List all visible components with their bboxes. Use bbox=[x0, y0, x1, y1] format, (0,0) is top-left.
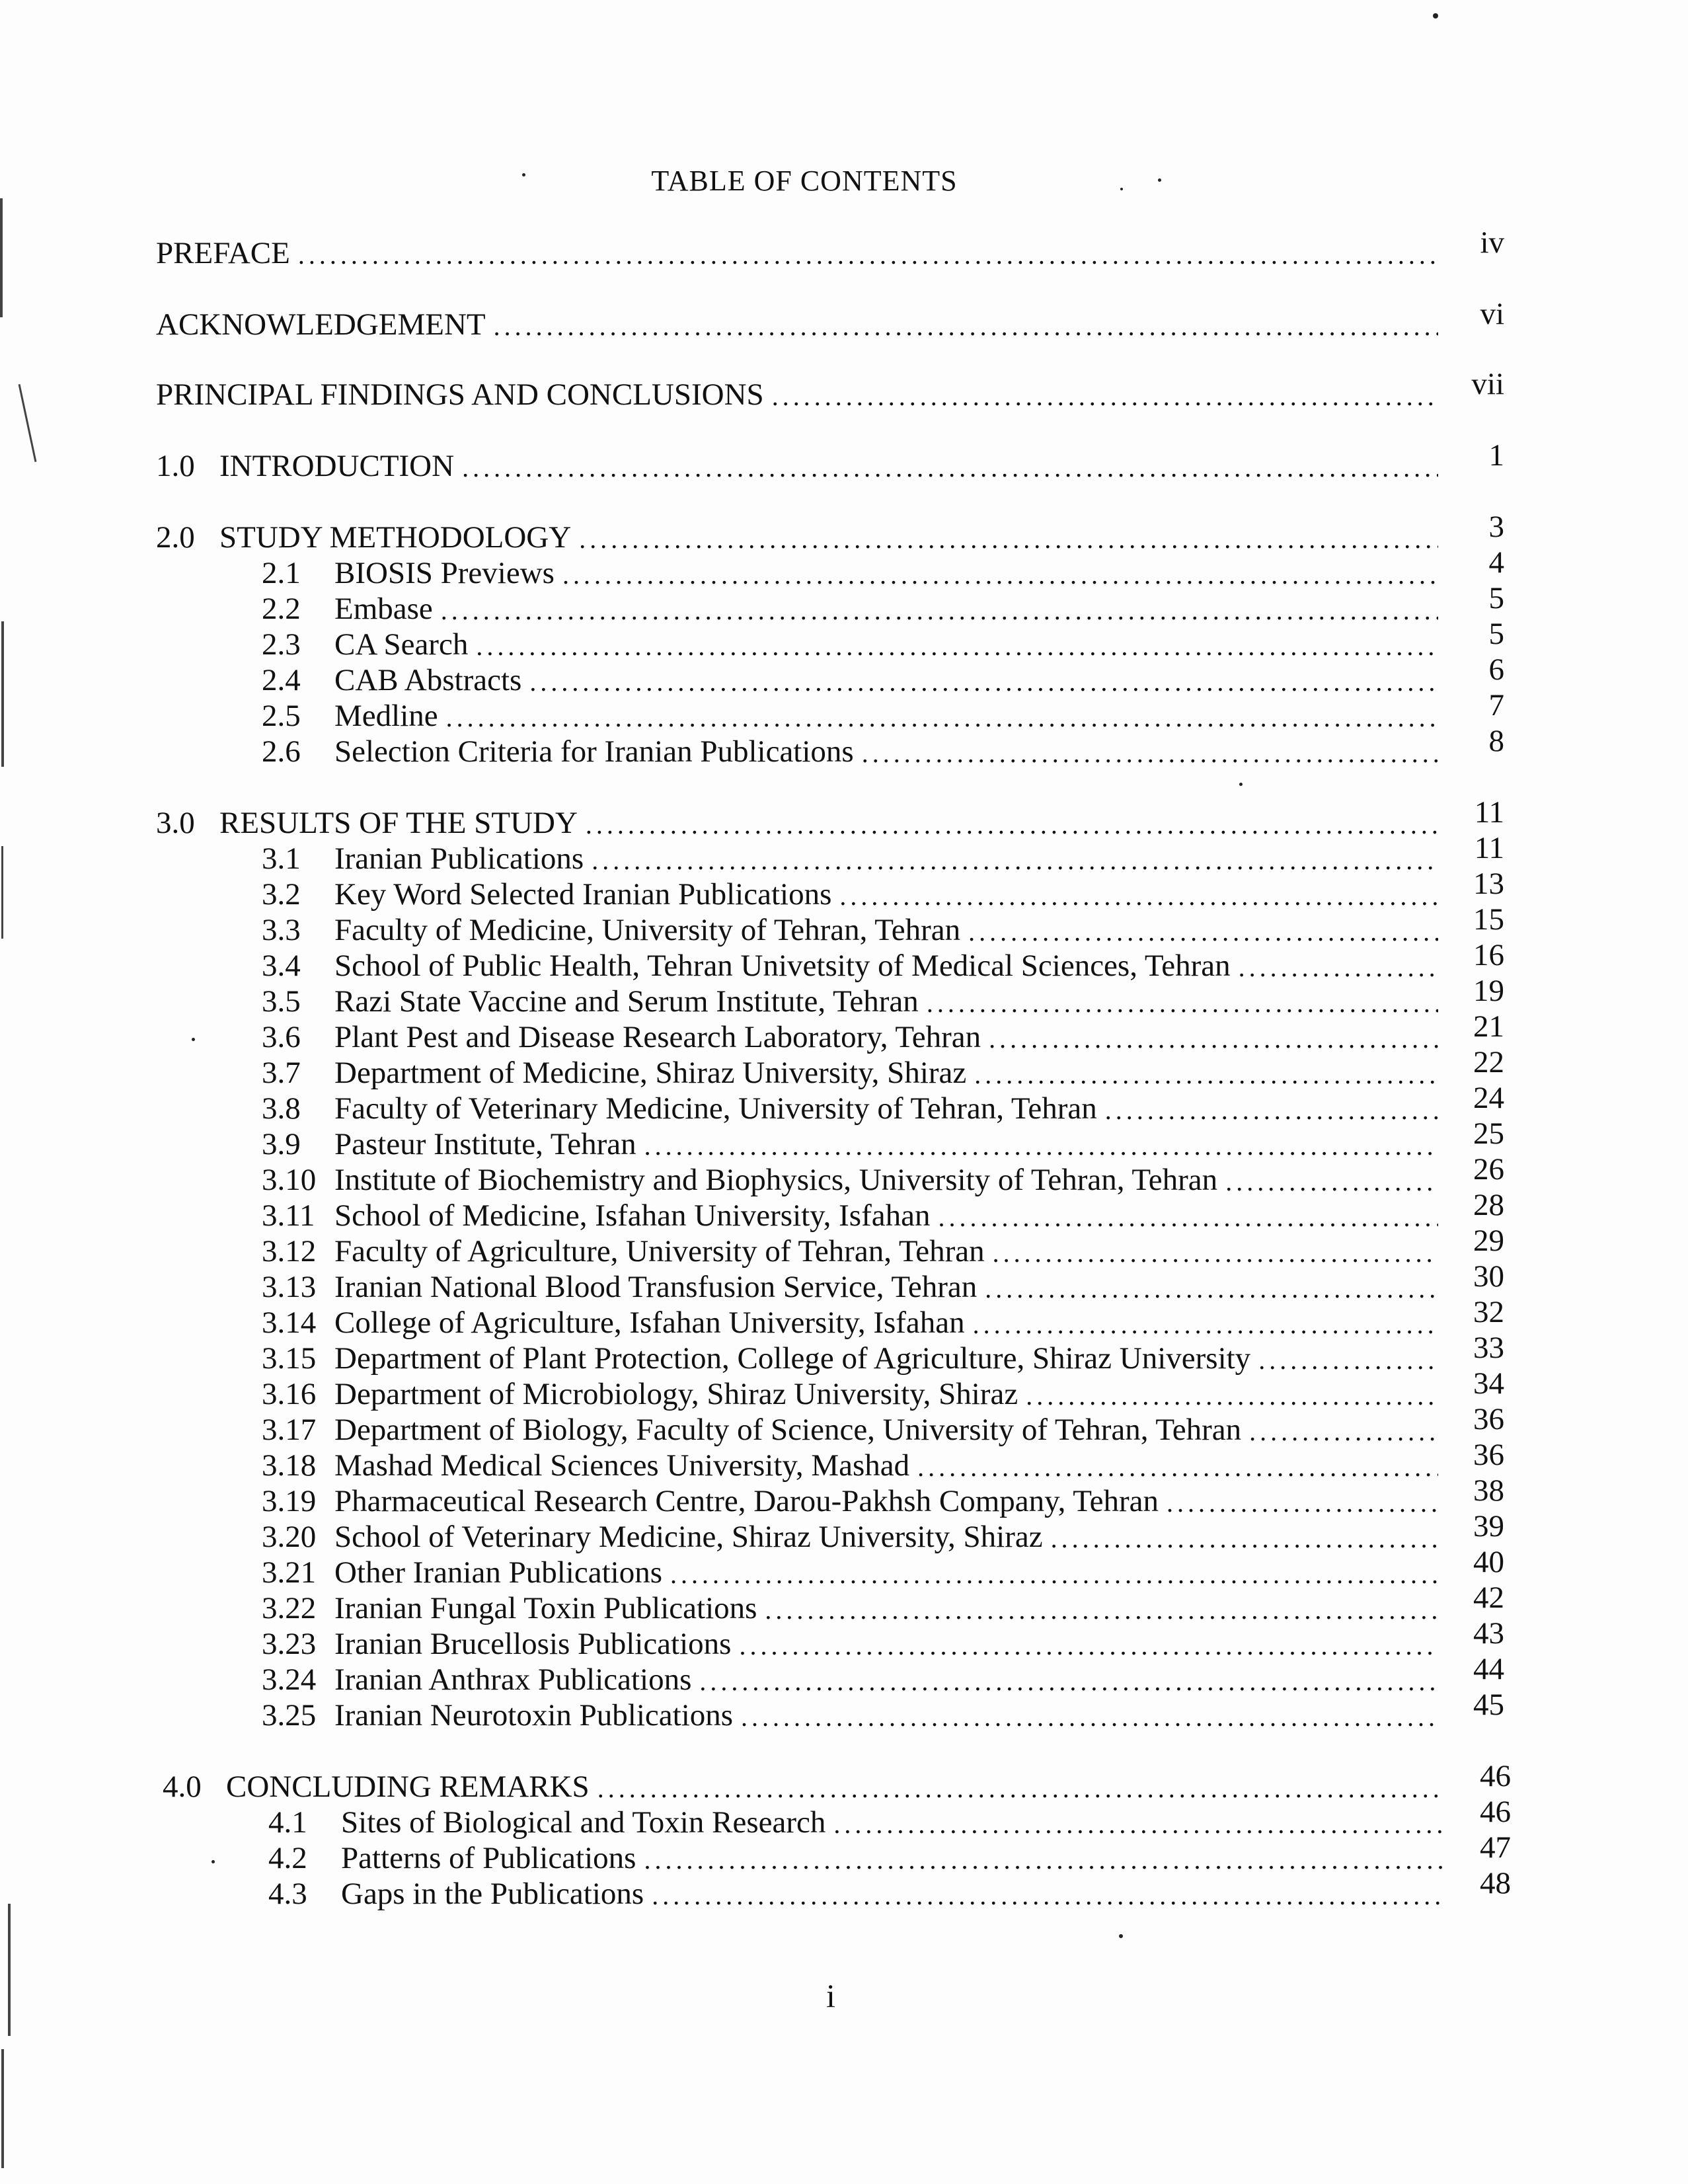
entry-title: Patterns of Publications bbox=[341, 1841, 636, 1875]
entry-number: 4.2 bbox=[268, 1841, 307, 1875]
toc-entry-4-1[interactable] bbox=[268, 1795, 1511, 1840]
entry-page-number: 16 bbox=[1473, 938, 1504, 972]
toc-entry-study-methodology[interactable] bbox=[156, 510, 1504, 555]
entry-title: Pharmaceutical Research Centre, Darou-Pakhsh Company, Tehran bbox=[334, 1484, 1159, 1518]
entry-page-number: 1 bbox=[1488, 438, 1504, 473]
entry-page-number: 7 bbox=[1488, 688, 1504, 722]
entry-title: PREFACE bbox=[156, 236, 290, 270]
entry-page-number: 48 bbox=[1480, 1866, 1511, 1900]
dot-leader bbox=[1026, 1380, 1438, 1412]
entry-number: 3.18 bbox=[262, 1448, 317, 1483]
toc-entry-3-8[interactable] bbox=[262, 1081, 1504, 1126]
entry-number: 3.13 bbox=[262, 1270, 317, 1304]
toc-entry-2-2[interactable] bbox=[262, 581, 1504, 627]
entry-page-number: 44 bbox=[1473, 1652, 1504, 1686]
entry-title: Iranian Anthrax Publications bbox=[334, 1662, 692, 1697]
toc-entry-2-1[interactable] bbox=[262, 545, 1504, 591]
entry-page-number: 36 bbox=[1473, 1402, 1504, 1436]
entry-page-number: 22 bbox=[1473, 1045, 1504, 1079]
entry-number: 3.5 bbox=[262, 984, 301, 1019]
dot-leader bbox=[644, 1844, 1445, 1876]
dot-leader bbox=[586, 809, 1438, 841]
entry-number: 2.3 bbox=[262, 627, 301, 662]
dot-leader bbox=[1239, 952, 1438, 984]
entry-number: 3.12 bbox=[262, 1234, 317, 1268]
toc-entry-3-10[interactable] bbox=[262, 1152, 1504, 1198]
entry-title: Embase bbox=[334, 592, 433, 626]
toc-entry-4-3[interactable] bbox=[268, 1866, 1511, 1912]
entry-title: Plant Pest and Disease Research Laboratory, Tehran bbox=[334, 1020, 981, 1054]
scan-speck bbox=[1239, 783, 1243, 786]
entry-number: 2.1 bbox=[262, 556, 301, 590]
dot-leader bbox=[670, 1559, 1438, 1590]
entry-title: School of Veterinary Medicine, Shiraz University, Shiraz bbox=[334, 1520, 1043, 1554]
dot-leader bbox=[1105, 1095, 1438, 1126]
entry-page-number: 29 bbox=[1473, 1224, 1504, 1258]
entry-page-number: 13 bbox=[1473, 867, 1504, 901]
entry-title: CONCLUDING REMARKS bbox=[226, 1770, 590, 1804]
dot-leader bbox=[1051, 1523, 1438, 1555]
toc-entry-3-12[interactable] bbox=[262, 1224, 1504, 1269]
dot-leader bbox=[562, 559, 1438, 591]
toc-entry-2-5[interactable] bbox=[262, 688, 1504, 734]
scan-edge-mark bbox=[1, 2049, 4, 2168]
entry-number: 3.6 bbox=[262, 1020, 301, 1054]
entry-page-number: 46 bbox=[1480, 1795, 1511, 1829]
toc-entry-3-24[interactable] bbox=[262, 1652, 1504, 1697]
entry-number: 3.11 bbox=[262, 1198, 315, 1233]
toc-entry-results[interactable] bbox=[156, 795, 1504, 841]
entry-page-number: 30 bbox=[1473, 1259, 1504, 1294]
toc-entry-3-15[interactable] bbox=[262, 1331, 1504, 1376]
toc-entry-introduction[interactable] bbox=[156, 438, 1504, 484]
toc-entry-3-4[interactable] bbox=[262, 938, 1504, 984]
entry-title: Department of Plant Protection, College of Agriculture, Shiraz University bbox=[334, 1341, 1251, 1376]
entry-number: 3.21 bbox=[262, 1555, 317, 1590]
toc-entry-concluding-remarks[interactable] bbox=[163, 1759, 1511, 1805]
entry-page-number: 47 bbox=[1480, 1830, 1511, 1865]
toc-entry-3-7[interactable] bbox=[262, 1045, 1504, 1091]
entry-number: 3.9 bbox=[262, 1127, 301, 1161]
entry-title: PRINCIPAL FINDINGS AND CONCLUSIONS bbox=[156, 377, 764, 412]
entry-number: 1.0 bbox=[156, 449, 195, 483]
entry-title: Institute of Biochemistry and Biophysics, University of Tehran, Tehran bbox=[334, 1163, 1218, 1197]
entry-page-number: 5 bbox=[1488, 581, 1504, 615]
scan-edge-mark bbox=[19, 384, 37, 462]
entry-title: Department of Microbiology, Shiraz University, Shiraz bbox=[334, 1377, 1018, 1411]
dot-leader bbox=[739, 1630, 1438, 1662]
entry-title: Other Iranian Publications bbox=[334, 1555, 662, 1590]
dot-leader bbox=[917, 1452, 1438, 1483]
entry-title: CAB Abstracts bbox=[334, 663, 522, 697]
dot-leader bbox=[441, 595, 1438, 627]
dot-leader bbox=[529, 666, 1438, 698]
entry-page-number: 4 bbox=[1488, 545, 1504, 580]
entry-number: 3.24 bbox=[262, 1662, 317, 1697]
entry-page-number: 26 bbox=[1473, 1152, 1504, 1187]
scan-speck bbox=[522, 173, 525, 176]
entry-title: Pasteur Institute, Tehran bbox=[334, 1127, 636, 1161]
dot-leader bbox=[462, 452, 1438, 484]
entry-title: Iranian Neurotoxin Publications bbox=[334, 1698, 734, 1733]
entry-number: 3.2 bbox=[262, 877, 301, 912]
entry-page-number: 25 bbox=[1473, 1116, 1504, 1151]
entry-title: Selection Criteria for Iranian Publications bbox=[334, 734, 854, 769]
dot-leader bbox=[973, 1309, 1438, 1341]
entry-page-number: 38 bbox=[1473, 1473, 1504, 1508]
page-number-footer: i bbox=[826, 1977, 835, 2014]
toc-entry-3-14[interactable] bbox=[262, 1295, 1504, 1341]
dot-leader bbox=[772, 381, 1438, 412]
entry-title: ACKNOWLEDGEMENT bbox=[156, 307, 486, 342]
dot-leader bbox=[579, 524, 1438, 555]
dot-leader bbox=[298, 239, 1438, 271]
entry-title: CA Search bbox=[334, 627, 469, 662]
toc-entry-3-3[interactable] bbox=[262, 902, 1504, 948]
entry-page-number: 11 bbox=[1474, 831, 1504, 865]
entry-title: Department of Biology, Faculty of Science, University of Tehran, Tehran bbox=[334, 1413, 1242, 1447]
dot-leader bbox=[652, 1880, 1445, 1912]
entry-title: Iranian Publications bbox=[334, 841, 584, 876]
entry-number: 3.17 bbox=[262, 1413, 317, 1447]
scan-edge-mark bbox=[1, 621, 4, 767]
dot-leader bbox=[1258, 1345, 1438, 1376]
entry-title: Gaps in the Publications bbox=[341, 1877, 644, 1911]
dot-leader bbox=[993, 1237, 1438, 1269]
toc-entry-2-3[interactable] bbox=[262, 617, 1504, 662]
entry-number: 3.4 bbox=[262, 949, 301, 983]
entry-title: Faculty of Veterinary Medicine, University of Tehran, Tehran bbox=[334, 1091, 1097, 1126]
dot-leader bbox=[862, 738, 1438, 769]
entry-number: 3.23 bbox=[262, 1627, 317, 1661]
entry-title: Iranian Brucellosis Publications bbox=[334, 1627, 732, 1661]
entry-page-number: 43 bbox=[1473, 1616, 1504, 1651]
entry-number: 4.3 bbox=[268, 1877, 307, 1911]
toc-entry-preface[interactable] bbox=[156, 225, 1504, 271]
dot-leader bbox=[741, 1701, 1438, 1733]
toc-entry-3-21[interactable] bbox=[262, 1545, 1504, 1590]
dot-leader bbox=[833, 1809, 1445, 1840]
entry-page-number: 33 bbox=[1473, 1331, 1504, 1365]
scan-edge-mark bbox=[1, 846, 3, 939]
entry-title: Faculty of Medicine, University of Tehran, Tehran bbox=[334, 913, 961, 947]
toc-entry-principal-findings[interactable] bbox=[156, 367, 1504, 412]
entry-page-number: 11 bbox=[1474, 795, 1504, 830]
entry-number: 2.2 bbox=[262, 592, 301, 626]
dot-leader bbox=[839, 880, 1438, 912]
entry-number: 3.25 bbox=[262, 1698, 317, 1733]
entry-title: Mashad Medical Sciences University, Mashad bbox=[334, 1448, 910, 1483]
entry-page-number: 39 bbox=[1473, 1509, 1504, 1543]
toc-entry-acknowledgement[interactable] bbox=[156, 297, 1504, 342]
entry-page-number: 8 bbox=[1488, 724, 1504, 758]
toc-entry-3-5[interactable] bbox=[262, 974, 1504, 1019]
entry-title: Sites of Biological and Toxin Research bbox=[341, 1805, 826, 1840]
entry-page-number: 21 bbox=[1473, 1009, 1504, 1044]
entry-page-number: 36 bbox=[1473, 1438, 1504, 1472]
entry-page-number: 42 bbox=[1473, 1580, 1504, 1615]
entry-page-number: 45 bbox=[1473, 1688, 1504, 1722]
dot-leader bbox=[494, 311, 1438, 342]
entry-page-number: 15 bbox=[1473, 902, 1504, 937]
dot-leader bbox=[1249, 1416, 1438, 1448]
toc-entry-3-9[interactable] bbox=[262, 1116, 1504, 1162]
toc-entry-3-22[interactable] bbox=[262, 1580, 1504, 1626]
toc-entry-3-20[interactable] bbox=[262, 1509, 1504, 1555]
entry-title: STUDY METHODOLOGY bbox=[219, 520, 572, 555]
toc-entry-3-1[interactable] bbox=[262, 831, 1504, 877]
scan-speck bbox=[1119, 1934, 1123, 1938]
entry-number: 2.4 bbox=[262, 663, 301, 697]
entry-title: School of Public Health, Tehran Univetsity of Medical Sciences, Tehran bbox=[334, 949, 1231, 983]
entry-page-number: 28 bbox=[1473, 1188, 1504, 1222]
entry-page-number: 19 bbox=[1473, 974, 1504, 1008]
entry-page-number: vii bbox=[1471, 367, 1504, 401]
entry-number: 2.0 bbox=[156, 520, 195, 555]
entry-title: Key Word Selected Iranian Publications bbox=[334, 877, 832, 912]
toc-entry-3-6[interactable] bbox=[262, 1009, 1504, 1055]
toc-entry-3-13[interactable] bbox=[262, 1259, 1504, 1305]
entry-number: 4.0 bbox=[163, 1770, 202, 1804]
entry-number: 3.8 bbox=[262, 1091, 301, 1126]
entry-page-number: vi bbox=[1480, 297, 1504, 331]
dot-leader bbox=[938, 1202, 1438, 1233]
entry-number: 3.14 bbox=[262, 1306, 317, 1340]
scan-speck bbox=[211, 1860, 215, 1863]
toc-entry-3-16[interactable] bbox=[262, 1366, 1504, 1412]
entry-page-number: iv bbox=[1480, 225, 1504, 260]
toc-entry-3-23[interactable] bbox=[262, 1616, 1504, 1662]
dot-leader bbox=[1225, 1166, 1438, 1198]
toc-entry-2-4[interactable] bbox=[262, 652, 1504, 698]
entry-number: 3.22 bbox=[262, 1591, 317, 1625]
entry-page-number: 34 bbox=[1473, 1366, 1504, 1401]
toc-entry-3-2[interactable] bbox=[262, 867, 1504, 912]
entry-number: 4.1 bbox=[268, 1805, 307, 1840]
toc-entry-3-18[interactable] bbox=[262, 1438, 1504, 1483]
dot-leader bbox=[446, 702, 1438, 734]
dot-leader bbox=[927, 988, 1438, 1019]
page-title: TABLE OF CONTENTS bbox=[651, 165, 958, 197]
entry-page-number: 24 bbox=[1473, 1081, 1504, 1115]
entry-title: Iranian Fungal Toxin Publications bbox=[334, 1591, 757, 1625]
entry-number: 3.3 bbox=[262, 913, 301, 947]
entry-number: 2.6 bbox=[262, 734, 301, 769]
dot-leader bbox=[1167, 1487, 1438, 1519]
entry-number: 2.5 bbox=[262, 699, 301, 733]
entry-title: Medline bbox=[334, 699, 438, 733]
entry-title: Razi State Vaccine and Serum Institute, Tehran bbox=[334, 984, 919, 1019]
scan-edge-mark bbox=[0, 198, 3, 317]
entry-page-number: 46 bbox=[1480, 1759, 1511, 1793]
dot-leader bbox=[592, 845, 1438, 877]
dot-leader bbox=[765, 1594, 1438, 1626]
scan-speck bbox=[1120, 188, 1123, 190]
entry-page-number: 6 bbox=[1488, 652, 1504, 687]
entry-title: Department of Medicine, Shiraz University, Shiraz bbox=[334, 1056, 967, 1090]
entry-number: 3.20 bbox=[262, 1520, 317, 1554]
scan-edge-mark bbox=[8, 1904, 11, 2036]
entry-title: INTRODUCTION bbox=[219, 449, 455, 483]
entry-title: School of Medicine, Isfahan University, Isfahan bbox=[334, 1198, 931, 1233]
scan-speck bbox=[1158, 178, 1161, 182]
entry-number: 3.15 bbox=[262, 1341, 317, 1376]
entry-number: 3.0 bbox=[156, 806, 195, 840]
dot-leader bbox=[985, 1273, 1438, 1305]
entry-page-number: 3 bbox=[1488, 510, 1504, 544]
dot-leader bbox=[968, 916, 1438, 948]
entry-page-number: 32 bbox=[1473, 1295, 1504, 1329]
entry-number: 3.7 bbox=[262, 1056, 301, 1090]
entry-title: RESULTS OF THE STUDY bbox=[219, 806, 578, 840]
entry-title: Faculty of Agriculture, University of Tehran, Tehran bbox=[334, 1234, 985, 1268]
toc-entry-3-11[interactable] bbox=[262, 1188, 1504, 1233]
dot-leader bbox=[989, 1023, 1438, 1055]
dot-leader bbox=[974, 1059, 1438, 1091]
toc-entry-3-17[interactable] bbox=[262, 1402, 1504, 1448]
entry-number: 3.19 bbox=[262, 1484, 317, 1518]
entry-page-number: 5 bbox=[1488, 617, 1504, 651]
entry-title: College of Agriculture, Isfahan University, Isfahan bbox=[334, 1306, 965, 1340]
entry-number: 3.1 bbox=[262, 841, 301, 876]
toc-entry-4-2[interactable] bbox=[268, 1830, 1511, 1876]
scan-speck bbox=[1433, 13, 1438, 19]
dot-leader bbox=[597, 1773, 1445, 1805]
entry-title: Iranian National Blood Transfusion Service, Tehran bbox=[334, 1270, 978, 1304]
toc-entry-3-25[interactable] bbox=[262, 1688, 1504, 1733]
entry-title: BIOSIS Previews bbox=[334, 556, 555, 590]
toc-entry-3-19[interactable] bbox=[262, 1473, 1504, 1519]
toc-entry-2-6[interactable] bbox=[262, 724, 1504, 769]
dot-leader bbox=[476, 631, 1438, 662]
scan-speck bbox=[192, 1038, 195, 1041]
dot-leader bbox=[699, 1666, 1438, 1697]
entry-number: 3.16 bbox=[262, 1377, 317, 1411]
dot-leader bbox=[644, 1130, 1438, 1162]
entry-number: 3.10 bbox=[262, 1163, 317, 1197]
entry-page-number: 40 bbox=[1473, 1545, 1504, 1579]
